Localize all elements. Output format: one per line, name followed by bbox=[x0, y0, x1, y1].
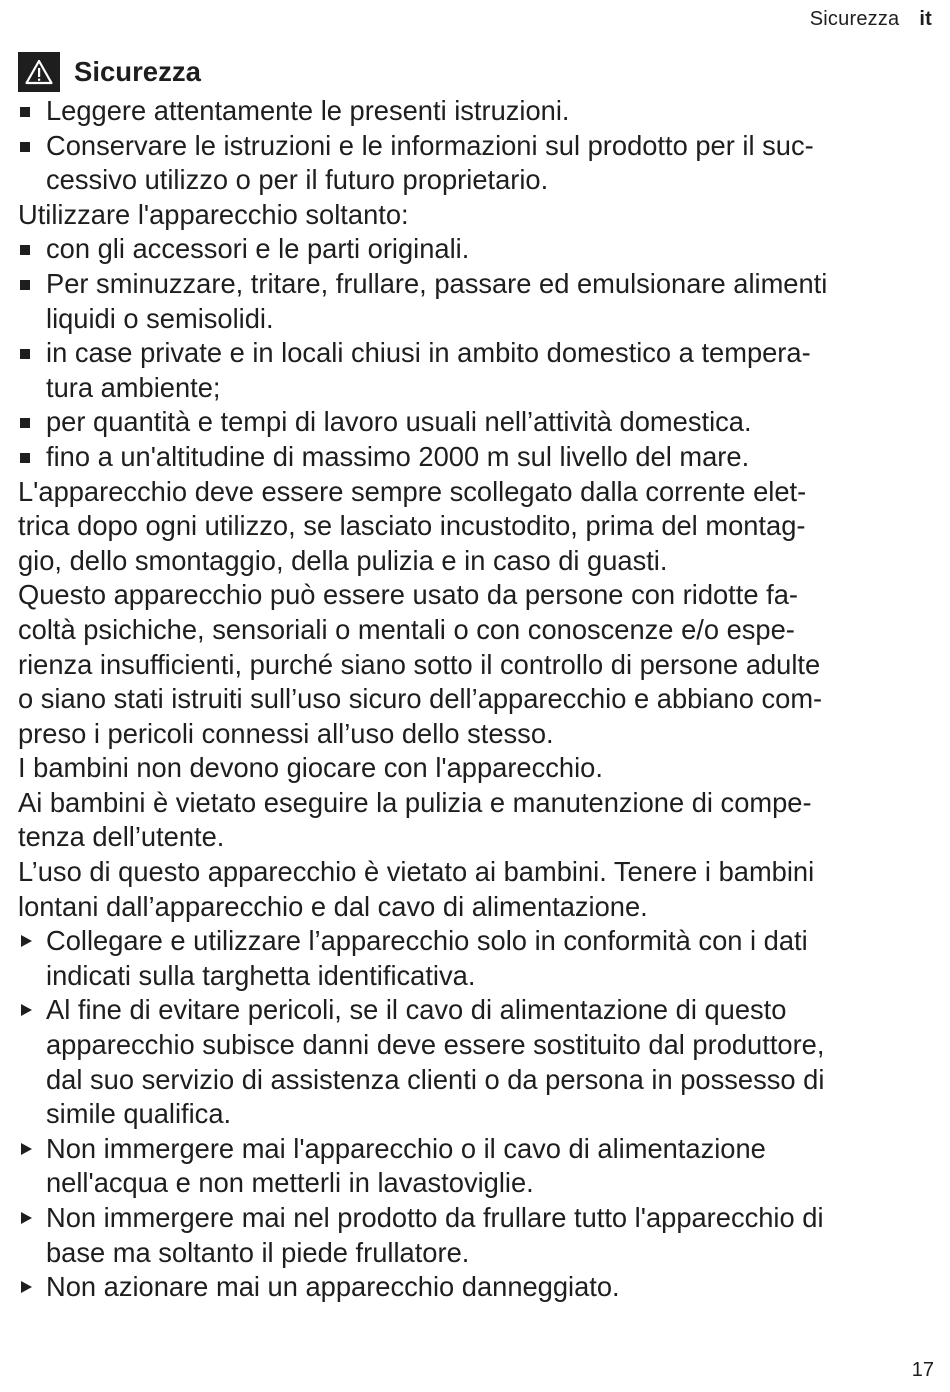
instruction-item bbox=[18, 1201, 936, 1270]
item-text: Leggere attentamente le presenti istruzioni. bbox=[46, 95, 570, 126]
item-text: Conservare le istruzioni e le informazioni sul prodotto per il suc- cessivo utilizzo o per il futuro proprietario. bbox=[46, 129, 814, 196]
paragraph-text: I bambini non devono giocare con l'apparecchio. bbox=[18, 752, 603, 784]
safety-list bbox=[18, 94, 936, 1305]
running-header bbox=[810, 8, 932, 31]
warning-icon bbox=[18, 52, 60, 92]
paragraph-text: Questo apparecchio può essere usato da persone con ridotte fa- coltà psichiche, sensoriali o mentali o con conoscenze e/o espe- rienza insufficienti, purché siano sotto il controllo di persone adulte o siano stati istruiti sull’uso sicuro dell’apparecchio e abbiano com- preso i pericoli connessi all’uso dello stesso. bbox=[18, 579, 823, 749]
bullet-item bbox=[18, 129, 936, 198]
item-text: Non azionare mai un apparecchio danneggiato. bbox=[46, 1271, 620, 1303]
bullet-item bbox=[18, 94, 936, 129]
paragraph bbox=[18, 578, 936, 751]
section-heading bbox=[18, 50, 936, 94]
paragraph-text: Utilizzare l'apparecchio soltanto: bbox=[18, 198, 409, 230]
item-text: Al fine di evitare pericoli, se il cavo di alimentazione di questo apparecchio subisce danni deve essere sostituito dal produttore, dal suo servizio di assistenza clienti o da persona in possesso di simile qualifica. bbox=[46, 994, 825, 1130]
bullet-item bbox=[18, 405, 936, 440]
bullet-item bbox=[18, 267, 936, 336]
bullet-item bbox=[18, 336, 936, 405]
paragraph bbox=[18, 475, 936, 579]
header-section: Sicurezza bbox=[809, 8, 900, 30]
item-text: Per sminuzzare, tritare, frullare, passare ed emulsionare alimenti liquidi o semisolidi. bbox=[46, 267, 828, 334]
paragraph bbox=[18, 855, 936, 924]
bullet-item bbox=[18, 232, 936, 267]
bullet-item bbox=[18, 440, 936, 475]
item-text: fino a un'altitudine di massimo 2000 m sul livello del mare. bbox=[46, 440, 750, 472]
item-text: con gli accessori e le parti originali. bbox=[46, 233, 470, 265]
paragraph bbox=[18, 786, 936, 855]
paragraph-text: Ai bambini è vietato eseguire la pulizia e manutenzione di compe- tenza dell’utente. bbox=[18, 786, 812, 853]
instruction-item bbox=[18, 993, 936, 1131]
item-text: per quantità e tempi di lavoro usuali nell’attività domestica. bbox=[46, 406, 752, 438]
paragraph-text: L'apparecchio deve essere sempre scollegato dalla corrente elet- trica dopo ogni utilizzo, se lasciato incustodito, prima del montag- gio, dello smontaggio, della pulizia e in caso di guasti. bbox=[18, 475, 807, 576]
page-title: Sicurezza bbox=[74, 55, 201, 87]
header-language: it bbox=[919, 8, 932, 30]
item-text: Non immergere mai l'apparecchio o il cavo di alimentazione nell'acqua e non metterli in lavastoviglie. bbox=[46, 1132, 766, 1199]
instruction-item bbox=[18, 924, 936, 993]
item-text: in case private e in locali chiusi in ambito domestico a tempera- tura ambiente; bbox=[46, 337, 811, 403]
page-number: 17 bbox=[911, 1359, 934, 1381]
item-text: Collegare e utilizzare l’apparecchio solo in conformità con i dati indicati sulla targhetta identificativa. bbox=[46, 925, 808, 991]
page-content bbox=[18, 50, 936, 1305]
item-text: Non immergere mai nel prodotto da frullare tutto l'apparecchio di base ma soltanto il piede frullatore. bbox=[46, 1202, 824, 1268]
paragraph bbox=[18, 751, 936, 786]
paragraph-text: L’uso di questo apparecchio è vietato ai bambini. Tenere i bambini lontani dall’apparecchio e dal cavo di alimentazione. bbox=[18, 856, 815, 922]
instruction-item bbox=[18, 1132, 936, 1201]
instruction-item bbox=[18, 1270, 936, 1305]
paragraph bbox=[18, 198, 936, 233]
